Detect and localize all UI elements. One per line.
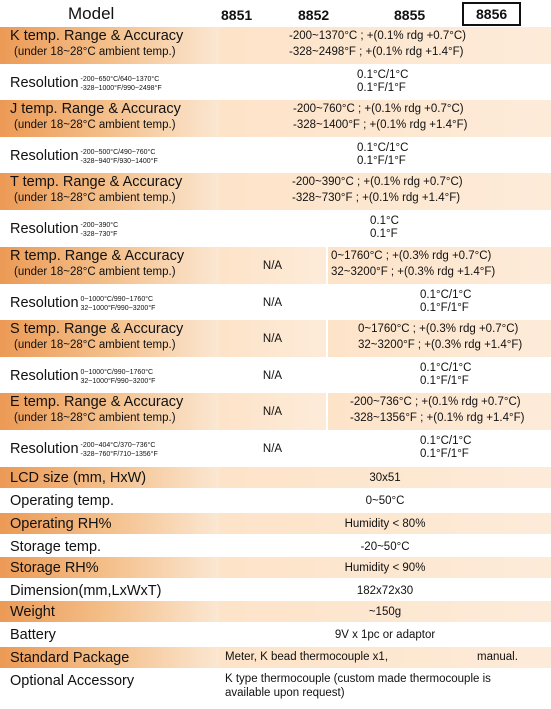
optional-accessory-line1: K type thermocouple (custom made thermocouple is bbox=[225, 673, 491, 685]
j-range-label-cell bbox=[0, 100, 219, 137]
operating-temp-label: Operating temp. bbox=[10, 492, 114, 509]
k-resolution-row bbox=[0, 66, 551, 99]
j-resolution-value-cell bbox=[219, 139, 551, 172]
e-range-na-cell bbox=[219, 393, 326, 430]
j-resolution-sub2: -328~940°F/930~1400°F bbox=[80, 157, 158, 165]
battery-label: Battery bbox=[10, 626, 56, 643]
model-label: Model bbox=[68, 4, 115, 23]
r-range-title: R temp. Range & Accuracy bbox=[10, 248, 185, 264]
s-resolution-value-cell bbox=[328, 359, 551, 392]
e-resolution-sub1: -200~404°C/370~736°C bbox=[80, 441, 156, 449]
operating-rh-row bbox=[0, 513, 551, 534]
battery-value: 9V x 1pc or adaptor bbox=[334, 628, 436, 641]
j-range-value-cell bbox=[219, 100, 551, 137]
model-8856-highlighted: 8856 bbox=[462, 2, 521, 26]
s-range-value-cell bbox=[328, 320, 551, 357]
lcd-size-row bbox=[0, 467, 551, 488]
s-resolution-sub2: 32~1000°F/990~3200°F bbox=[80, 377, 156, 385]
t-range-celsius: -200~390°C ; +(0.1% rdg +0.7°C) bbox=[292, 176, 463, 188]
battery-row bbox=[0, 624, 551, 645]
t-resolution-sub2: -328~730°F bbox=[80, 230, 118, 238]
s-resolution-row bbox=[0, 359, 551, 392]
s-range-celsius: 0~1760°C ; +(0.3% rdg +0.7°C) bbox=[358, 323, 519, 335]
dimension-value: 182x72x30 bbox=[356, 584, 414, 597]
e-range-title: E temp. Range & Accuracy bbox=[10, 394, 184, 410]
k-range-title: K temp. Range & Accuracy bbox=[10, 28, 184, 44]
s-range-na: N/A bbox=[262, 332, 283, 345]
t-range-label-cell bbox=[0, 173, 219, 210]
storage-rh-row bbox=[0, 557, 551, 578]
e-resolution-label-cell bbox=[0, 432, 219, 465]
r-resolution-sub2: 32~1000°F/990~3200°F bbox=[80, 304, 156, 312]
e-resolution-label: Resolution bbox=[10, 440, 79, 457]
operating-rh-value: Humidity < 80% bbox=[344, 517, 426, 530]
s-range-label-cell bbox=[0, 320, 219, 357]
e-range-na: N/A bbox=[262, 405, 283, 418]
optional-accessory-line2: available upon request) bbox=[225, 687, 345, 699]
standard-package-value-end: manual. bbox=[477, 651, 518, 663]
optional-accessory-label: Optional Accessory bbox=[10, 672, 135, 689]
t-range-fahrenheit: -328~730°F ; +(0.1% rdg +1.4°F) bbox=[292, 192, 461, 204]
storage-rh-value: Humidity < 90% bbox=[344, 561, 426, 574]
storage-temp-value: -20~50°C bbox=[360, 540, 410, 553]
s-resolution-celsius: 0.1°C/1°C bbox=[420, 362, 472, 374]
s-range-fahrenheit: 32~3200°F ; +(0.3% rdg +1.4°F) bbox=[358, 339, 523, 351]
model-8852: 8852 bbox=[298, 7, 330, 23]
t-range-row bbox=[0, 173, 551, 210]
k-resolution-fahrenheit: 0.1°F/1°F bbox=[357, 82, 406, 94]
r-range-label-cell bbox=[0, 247, 219, 284]
j-resolution-fahrenheit: 0.1°F/1°F bbox=[357, 155, 406, 167]
standard-package-label: Standard Package bbox=[10, 649, 130, 666]
e-range-fahrenheit: -328~1356°F ; +(0.1% rdg +1.4°F) bbox=[350, 412, 525, 424]
operating-temp-value: 0~50°C bbox=[365, 494, 405, 507]
model-8851: 8851 bbox=[221, 7, 253, 23]
j-range-condition: (under 18~28°C ambient temp.) bbox=[14, 119, 176, 131]
s-resolution-sub1: 0~1000°C/990~1760°C bbox=[80, 368, 154, 376]
j-resolution-row bbox=[0, 139, 551, 172]
operating-rh-label: Operating RH% bbox=[10, 515, 112, 532]
r-resolution-row bbox=[0, 286, 551, 319]
optional-accessory-row bbox=[0, 670, 551, 706]
e-resolution-value-cell bbox=[328, 432, 551, 465]
j-resolution-label-cell bbox=[0, 139, 219, 172]
r-range-na-cell bbox=[219, 247, 326, 284]
s-resolution-label-cell bbox=[0, 359, 219, 392]
t-range-condition: (under 18~28°C ambient temp.) bbox=[14, 192, 176, 204]
t-resolution-label: Resolution bbox=[10, 220, 79, 237]
k-range-label-cell bbox=[0, 27, 219, 64]
r-range-celsius: 0~1760°C ; +(0.3% rdg +0.7°C) bbox=[331, 250, 492, 262]
s-range-title: S temp. Range & Accuracy bbox=[10, 321, 184, 337]
r-range-value-cell bbox=[328, 247, 551, 284]
e-resolution-na-cell bbox=[219, 432, 326, 465]
e-range-condition: (under 18~28°C ambient temp.) bbox=[14, 412, 176, 424]
r-range-row bbox=[0, 247, 551, 284]
j-range-celsius: -200~760°C ; +(0.1% rdg +0.7°C) bbox=[293, 103, 464, 115]
r-resolution-celsius: 0.1°C/1°C bbox=[420, 289, 472, 301]
t-resolution-value-cell bbox=[219, 212, 551, 245]
e-resolution-celsius: 0.1°C/1°C bbox=[420, 435, 472, 447]
lcd-size-label: LCD size (mm, HxW) bbox=[10, 469, 147, 486]
k-range-fahrenheit: -328~2498°F ; +(0.1% rdg +1.4°F) bbox=[289, 46, 464, 58]
r-resolution-label: Resolution bbox=[10, 294, 79, 311]
e-range-row bbox=[0, 393, 551, 430]
k-resolution-label-cell bbox=[0, 66, 219, 99]
r-range-fahrenheit: 32~3200°F ; +(0.3% rdg +1.4°F) bbox=[331, 266, 496, 278]
k-range-celsius: -200~1370°C ; +(0.1% rdg +0.7°C) bbox=[289, 30, 467, 42]
t-resolution-row bbox=[0, 212, 551, 245]
weight-row bbox=[0, 601, 551, 622]
j-range-title: J temp. Range & Accuracy bbox=[10, 101, 181, 117]
r-range-condition: (under 18~28°C ambient temp.) bbox=[14, 266, 176, 278]
s-range-row bbox=[0, 320, 551, 357]
e-range-value-cell bbox=[328, 393, 551, 430]
r-resolution-value-cell bbox=[328, 286, 551, 319]
model-header-row bbox=[0, 0, 551, 26]
e-resolution-sub2: -328~760°F/710~1356°F bbox=[80, 450, 158, 458]
weight-label: Weight bbox=[10, 603, 55, 620]
j-resolution-sub1: -200~500°C/490~760°C bbox=[80, 148, 156, 156]
e-resolution-fahrenheit: 0.1°F/1°F bbox=[420, 448, 469, 460]
k-resolution-value-cell bbox=[219, 66, 551, 99]
s-resolution-label: Resolution bbox=[10, 367, 79, 384]
storage-rh-label: Storage RH% bbox=[10, 559, 99, 576]
j-range-row bbox=[0, 100, 551, 137]
t-range-value-cell bbox=[219, 173, 551, 210]
k-range-value-cell bbox=[219, 27, 551, 64]
e-resolution-na: N/A bbox=[262, 442, 283, 455]
t-resolution-sub1: -200~390°C bbox=[80, 221, 119, 229]
storage-temp-label: Storage temp. bbox=[10, 538, 102, 555]
e-range-label-cell bbox=[0, 393, 219, 430]
k-resolution-sub1: -200~650°C/640~1370°C bbox=[80, 75, 160, 83]
s-resolution-fahrenheit: 0.1°F/1°F bbox=[420, 375, 469, 387]
j-range-fahrenheit: -328~1400°F ; +(0.1% rdg +1.4°F) bbox=[293, 119, 468, 131]
t-resolution-label-cell bbox=[0, 212, 219, 245]
standard-package-value: Meter, K bead thermocouple x1, bbox=[225, 651, 389, 663]
s-resolution-na-cell bbox=[219, 359, 326, 392]
model-8855: 8855 bbox=[394, 7, 426, 23]
r-resolution-label-cell bbox=[0, 286, 219, 319]
k-resolution-sub2: -328~1000°F/990~2498°F bbox=[80, 84, 162, 92]
k-range-condition: (under 18~28°C ambient temp.) bbox=[14, 46, 176, 58]
e-range-celsius: -200~736°C ; +(0.1% rdg +0.7°C) bbox=[350, 396, 521, 408]
e-resolution-row bbox=[0, 432, 551, 465]
standard-package-row bbox=[0, 647, 551, 668]
weight-value: ~150g bbox=[368, 605, 402, 618]
s-resolution-na: N/A bbox=[262, 369, 283, 382]
lcd-size-value: 30x51 bbox=[369, 471, 401, 484]
operating-temp-row bbox=[0, 490, 551, 511]
r-range-na: N/A bbox=[262, 259, 283, 272]
k-range-row bbox=[0, 27, 551, 64]
k-resolution-label: Resolution bbox=[10, 74, 79, 91]
storage-temp-row bbox=[0, 536, 551, 557]
j-resolution-label: Resolution bbox=[10, 147, 79, 164]
s-range-na-cell bbox=[219, 320, 326, 357]
t-resolution-celsius: 0.1°C bbox=[370, 215, 399, 227]
r-resolution-sub1: 0~1000°C/990~1760°C bbox=[80, 295, 154, 303]
r-resolution-na-cell bbox=[219, 286, 326, 319]
dimension-label: Dimension(mm,LxWxT) bbox=[10, 582, 162, 599]
k-resolution-celsius: 0.1°C/1°C bbox=[357, 69, 409, 81]
t-resolution-fahrenheit: 0.1°F bbox=[370, 228, 398, 240]
r-resolution-fahrenheit: 0.1°F/1°F bbox=[420, 302, 469, 314]
dimension-row bbox=[0, 580, 551, 601]
j-resolution-celsius: 0.1°C/1°C bbox=[357, 142, 409, 154]
s-range-condition: (under 18~28°C ambient temp.) bbox=[14, 339, 176, 351]
r-resolution-na: N/A bbox=[262, 296, 283, 309]
t-range-title: T temp. Range & Accuracy bbox=[10, 174, 183, 190]
